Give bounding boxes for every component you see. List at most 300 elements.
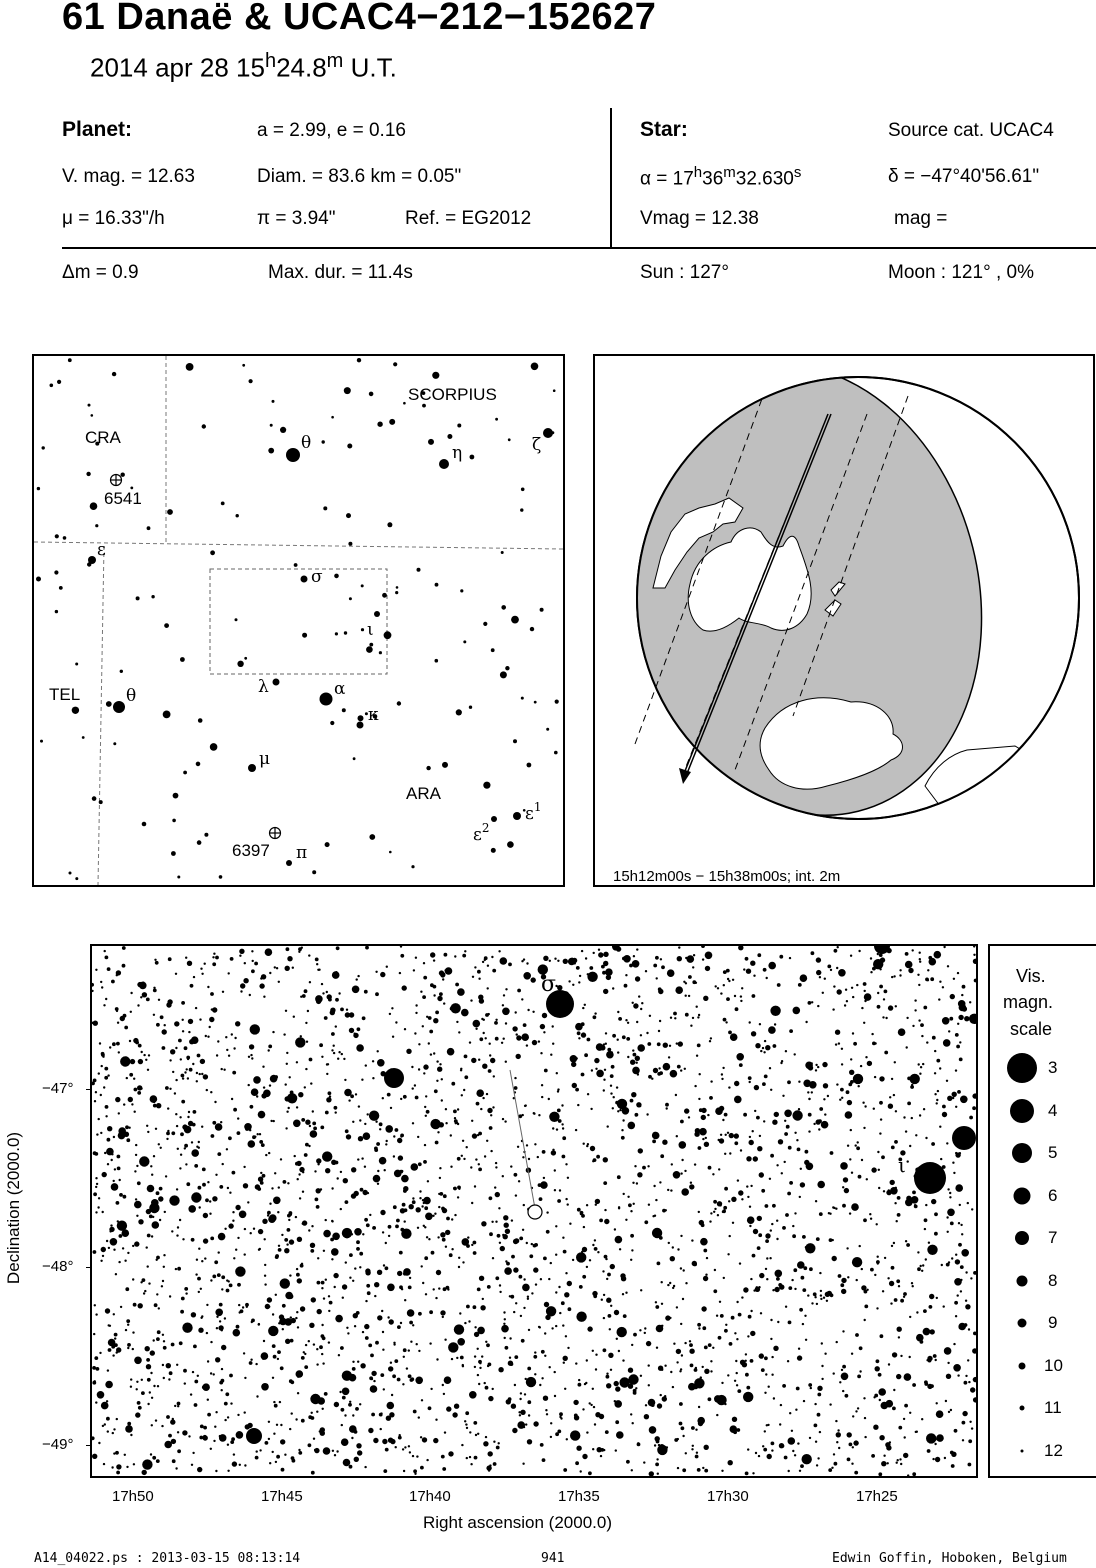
field-star <box>835 1030 840 1035</box>
field-star <box>965 1300 967 1302</box>
field-star <box>215 1309 223 1317</box>
field-star <box>93 1151 97 1155</box>
field-star <box>216 1054 218 1056</box>
field-star <box>72 707 79 714</box>
field-star <box>617 1011 619 1013</box>
field-star <box>616 1086 618 1088</box>
field-star <box>559 1189 561 1191</box>
field-star <box>356 1240 360 1244</box>
field-star <box>369 1111 379 1121</box>
field-star <box>864 1319 866 1321</box>
field-star <box>522 1229 524 1231</box>
field-star <box>321 1334 325 1338</box>
field-star <box>567 1347 569 1349</box>
field-star <box>793 1268 797 1272</box>
field-star <box>693 954 695 956</box>
field-star <box>792 1225 794 1227</box>
field-star <box>800 1182 805 1187</box>
field-star <box>939 981 941 983</box>
field-star <box>565 1272 567 1274</box>
field-star <box>436 1060 438 1062</box>
field-star <box>681 1188 689 1196</box>
field-star <box>344 631 347 634</box>
field-star <box>543 956 548 961</box>
field-star <box>575 1129 577 1131</box>
star-mu-ara <box>248 764 256 772</box>
field-star <box>788 1286 792 1290</box>
field-star <box>949 1017 953 1021</box>
field-star <box>700 1238 708 1246</box>
field-star <box>660 1325 662 1327</box>
field-star <box>847 1432 852 1437</box>
field-star <box>762 1445 764 1447</box>
field-star <box>548 1278 550 1280</box>
label-sigma-ara: σ <box>311 567 323 587</box>
field-star <box>354 1267 356 1269</box>
field-star <box>932 1458 934 1460</box>
field-star <box>627 1022 629 1024</box>
field-star <box>540 1024 545 1029</box>
field-star <box>940 1158 942 1160</box>
field-star <box>513 1239 518 1244</box>
field-star <box>143 1054 145 1056</box>
field-star <box>595 1068 597 1070</box>
field-star <box>180 1154 182 1156</box>
field-star <box>138 1219 143 1224</box>
field-star <box>151 1424 153 1426</box>
field-star <box>503 1215 508 1220</box>
field-star <box>774 1112 779 1117</box>
field-star <box>116 1351 118 1353</box>
field-star <box>150 1350 155 1355</box>
field-star <box>849 1443 853 1447</box>
field-star <box>323 1297 325 1299</box>
field-star <box>918 1019 920 1021</box>
field-star <box>253 1076 261 1084</box>
field-star <box>947 1096 952 1101</box>
field-star <box>801 1276 805 1280</box>
field-star <box>133 1463 135 1465</box>
scale-label-5: 5 <box>1048 1143 1058 1162</box>
field-star <box>615 1236 623 1244</box>
field-star <box>256 1095 258 1097</box>
field-star <box>518 1411 520 1413</box>
field-star <box>108 1247 110 1249</box>
field-star <box>815 1069 817 1071</box>
field-star <box>532 1011 534 1013</box>
scale-label-7: 7 <box>1048 1228 1058 1247</box>
field-star <box>445 1122 447 1124</box>
field-star <box>105 1115 107 1117</box>
field-star <box>184 1126 192 1134</box>
field-star <box>502 1008 510 1016</box>
field-star <box>638 1148 643 1153</box>
field-star <box>750 1331 755 1336</box>
field-star <box>107 1163 109 1165</box>
field-star <box>561 1301 565 1305</box>
field-star <box>832 1256 837 1261</box>
field-star <box>112 372 116 376</box>
field-star <box>423 1072 425 1074</box>
field-star <box>558 1286 560 1288</box>
field-star <box>377 1315 382 1320</box>
field-star <box>717 987 719 989</box>
field-star <box>105 1381 113 1389</box>
x-tick-17h25: 17h25 <box>856 1488 898 1505</box>
field-star <box>785 1306 787 1308</box>
field-star <box>874 1394 878 1398</box>
field-star <box>824 1113 826 1115</box>
field-star <box>575 1023 583 1031</box>
field-star <box>345 1261 347 1263</box>
field-star <box>845 989 847 991</box>
field-star <box>131 1103 133 1105</box>
star-bright-edge <box>952 1126 976 1150</box>
field-star <box>415 1096 419 1100</box>
field-star <box>191 1149 199 1157</box>
field-star <box>750 1185 752 1187</box>
field-star <box>116 1464 121 1469</box>
field-star <box>284 1454 286 1456</box>
field-star <box>514 1173 518 1177</box>
field-star <box>373 1380 375 1382</box>
field-star <box>721 1073 723 1075</box>
field-star <box>719 1204 721 1206</box>
field-star <box>280 1424 282 1426</box>
field-star <box>681 1159 683 1161</box>
field-star <box>365 1270 370 1275</box>
field-star <box>126 1319 130 1323</box>
field-star <box>955 1281 957 1283</box>
field-star <box>505 666 509 670</box>
field-star <box>264 1283 266 1285</box>
field-star <box>724 1113 728 1117</box>
field-star <box>259 1140 263 1144</box>
field-star <box>442 1467 446 1471</box>
field-star <box>645 970 647 972</box>
field-star <box>669 1045 671 1047</box>
field-star <box>232 1220 234 1222</box>
field-star <box>490 1114 492 1116</box>
field-star <box>499 1242 501 1244</box>
field-star <box>632 1002 634 1004</box>
field-star <box>557 1199 561 1203</box>
field-star <box>586 1359 588 1361</box>
field-star <box>311 1225 313 1227</box>
field-star <box>581 1073 585 1077</box>
field-star <box>373 1438 378 1443</box>
field-star <box>603 952 608 957</box>
field-star <box>510 1165 512 1167</box>
field-star <box>836 1432 841 1437</box>
field-star <box>666 1107 668 1109</box>
field-star <box>903 1292 907 1296</box>
field-star <box>855 1333 859 1337</box>
field-star <box>486 1465 491 1470</box>
field-star <box>137 1091 141 1095</box>
field-star <box>464 950 466 952</box>
field-star <box>136 1381 138 1383</box>
field-star <box>352 1361 354 1363</box>
field-star <box>948 1030 950 1032</box>
field-star <box>440 1232 445 1237</box>
field-star <box>107 1126 112 1131</box>
field-star <box>679 1370 681 1372</box>
field-star <box>625 974 627 976</box>
field-star <box>919 1073 921 1075</box>
field-star <box>488 1069 492 1073</box>
field-star <box>824 1353 826 1355</box>
field-star <box>654 1215 656 1217</box>
field-star <box>515 1194 517 1196</box>
field-star <box>210 1237 214 1241</box>
field-star <box>955 1152 957 1154</box>
field-star <box>361 1047 363 1049</box>
field-star <box>793 1007 801 1015</box>
field-star <box>163 1346 167 1350</box>
field-star <box>300 1035 302 1037</box>
x-tick-17h50: 17h50 <box>112 1488 154 1505</box>
field-star <box>95 1313 97 1315</box>
field-star <box>655 1199 657 1201</box>
field-star <box>457 988 465 996</box>
field-star <box>133 1303 137 1307</box>
field-star <box>209 1017 214 1022</box>
field-star <box>900 1463 902 1465</box>
field-star <box>129 1040 131 1042</box>
field-star <box>438 1287 440 1289</box>
field-star <box>864 1105 866 1107</box>
field-star <box>768 962 776 970</box>
field-star <box>375 1121 377 1123</box>
field-star <box>200 968 202 970</box>
field-star <box>874 1076 876 1078</box>
field-star <box>313 1438 315 1440</box>
field-star <box>691 1426 695 1430</box>
field-star <box>232 1461 237 1466</box>
field-star <box>879 985 883 989</box>
field-star <box>324 1016 328 1020</box>
star-dec: δ = −47°40'56.61" <box>888 166 1040 187</box>
field-star <box>186 363 194 371</box>
field-star <box>631 1344 633 1346</box>
field-star <box>316 1363 318 1365</box>
field-star <box>738 946 743 950</box>
field-star <box>871 1454 875 1458</box>
field-star <box>461 1444 463 1446</box>
field-star <box>334 1454 336 1456</box>
field-star <box>256 1450 258 1452</box>
field-star <box>479 1367 481 1369</box>
field-star <box>590 1108 592 1110</box>
field-star <box>719 1138 724 1143</box>
field-star <box>229 1192 231 1194</box>
field-star <box>342 1284 347 1289</box>
field-star <box>770 1319 772 1321</box>
field-star <box>705 966 710 971</box>
field-star <box>471 1244 473 1246</box>
field-star <box>243 1183 248 1188</box>
field-star <box>226 1049 228 1051</box>
field-star <box>94 1304 96 1306</box>
field-star <box>828 1468 832 1472</box>
field-star <box>487 1285 491 1289</box>
field-star <box>891 1266 895 1270</box>
field-star <box>764 1040 766 1042</box>
field-star <box>153 1339 155 1341</box>
field-star <box>565 1163 567 1165</box>
field-star <box>782 1095 784 1097</box>
field-star <box>142 1459 152 1469</box>
field-star <box>664 1365 666 1367</box>
field-star <box>397 1378 401 1382</box>
field-star <box>193 976 195 978</box>
field-star <box>943 1039 951 1047</box>
field-star <box>972 1093 976 1098</box>
field-star <box>126 1466 128 1468</box>
field-star <box>546 1413 548 1415</box>
field-star <box>484 1382 486 1384</box>
field-star <box>369 834 375 840</box>
field-star <box>179 1341 183 1345</box>
field-star <box>257 1187 261 1191</box>
field-star <box>342 1396 346 1400</box>
field-star <box>534 1143 536 1145</box>
field-star <box>293 1120 301 1128</box>
field-star <box>377 1270 382 1275</box>
field-star <box>209 1026 211 1028</box>
field-star <box>628 1122 636 1130</box>
field-star <box>322 992 324 994</box>
field-star <box>691 1448 693 1450</box>
field-star <box>100 981 102 983</box>
field-star <box>636 1021 638 1023</box>
field-star <box>613 1096 615 1098</box>
field-star <box>657 1403 662 1408</box>
field-star <box>611 1065 615 1069</box>
field-star <box>893 1094 895 1096</box>
field-star <box>367 1291 371 1295</box>
field-star <box>841 1063 843 1065</box>
field-star <box>799 1308 803 1312</box>
field-star <box>567 1281 572 1286</box>
field-star <box>457 1157 461 1161</box>
field-star <box>581 950 583 952</box>
field-star <box>833 1453 835 1455</box>
field-star <box>290 1380 294 1384</box>
field-star <box>804 1160 809 1165</box>
field-star <box>860 1065 862 1067</box>
field-star <box>380 972 385 977</box>
field-star <box>912 1285 914 1287</box>
field-star <box>328 1091 332 1095</box>
field-star <box>395 1225 399 1229</box>
field-star <box>406 1049 411 1054</box>
field-star <box>295 1037 305 1047</box>
field-star <box>55 610 58 613</box>
field-star <box>204 963 206 965</box>
field-star <box>730 1033 738 1041</box>
field-star <box>701 1223 705 1227</box>
field-star <box>702 1326 706 1330</box>
field-star <box>578 1379 580 1381</box>
field-star <box>555 1225 557 1227</box>
field-star <box>540 608 544 612</box>
field-star <box>410 1341 412 1343</box>
field-star <box>200 1288 202 1290</box>
field-star <box>92 1436 95 1440</box>
field-star <box>188 1111 190 1113</box>
field-star <box>195 1273 197 1275</box>
field-star <box>437 1236 439 1238</box>
field-star <box>264 1275 266 1277</box>
field-star <box>349 1401 351 1403</box>
label-lambda-ara: λ <box>258 677 269 697</box>
field-star <box>741 1198 743 1200</box>
field-star <box>141 1391 145 1395</box>
field-star <box>557 1090 559 1092</box>
field-star <box>473 1305 477 1309</box>
field-star <box>273 1355 277 1359</box>
field-star <box>265 1441 269 1445</box>
field-star <box>690 957 692 959</box>
field-star <box>740 995 742 997</box>
field-star <box>557 1430 561 1434</box>
field-star <box>220 1121 222 1123</box>
field-star <box>450 1166 452 1168</box>
field-star <box>275 1461 277 1463</box>
field-star <box>572 1259 574 1261</box>
field-star <box>136 1165 138 1167</box>
field-star <box>314 1170 316 1172</box>
field-star <box>137 1181 141 1185</box>
field-star <box>116 1418 118 1420</box>
field-star <box>250 1024 260 1034</box>
field-star <box>309 1125 311 1127</box>
field-star <box>376 1142 380 1146</box>
field-star <box>811 1001 813 1003</box>
field-star <box>904 1404 908 1408</box>
field-star <box>142 1470 147 1475</box>
field-star <box>764 1392 766 1394</box>
field-star <box>396 586 399 589</box>
field-star <box>107 1430 109 1432</box>
field-star <box>269 1462 271 1464</box>
field-star <box>439 1192 443 1196</box>
field-star <box>434 1089 438 1093</box>
field-star <box>819 1107 823 1111</box>
field-star <box>454 955 456 957</box>
field-star <box>340 1346 344 1350</box>
field-star <box>485 1436 487 1438</box>
field-star <box>437 996 442 1001</box>
field-star <box>461 1155 463 1157</box>
field-star <box>442 1238 446 1242</box>
field-star <box>304 989 308 993</box>
field-star <box>228 1055 230 1057</box>
field-star <box>445 1230 450 1235</box>
field-star <box>701 946 705 948</box>
field-star <box>617 1327 627 1337</box>
field-star <box>456 709 462 715</box>
label-ngc6541: 6541 <box>104 489 142 508</box>
field-star <box>649 1471 654 1476</box>
field-star <box>745 1360 747 1362</box>
field-star <box>503 1038 505 1040</box>
field-star <box>92 1366 96 1370</box>
field-star <box>99 800 103 804</box>
scale-label-3: 3 <box>1048 1058 1058 1077</box>
